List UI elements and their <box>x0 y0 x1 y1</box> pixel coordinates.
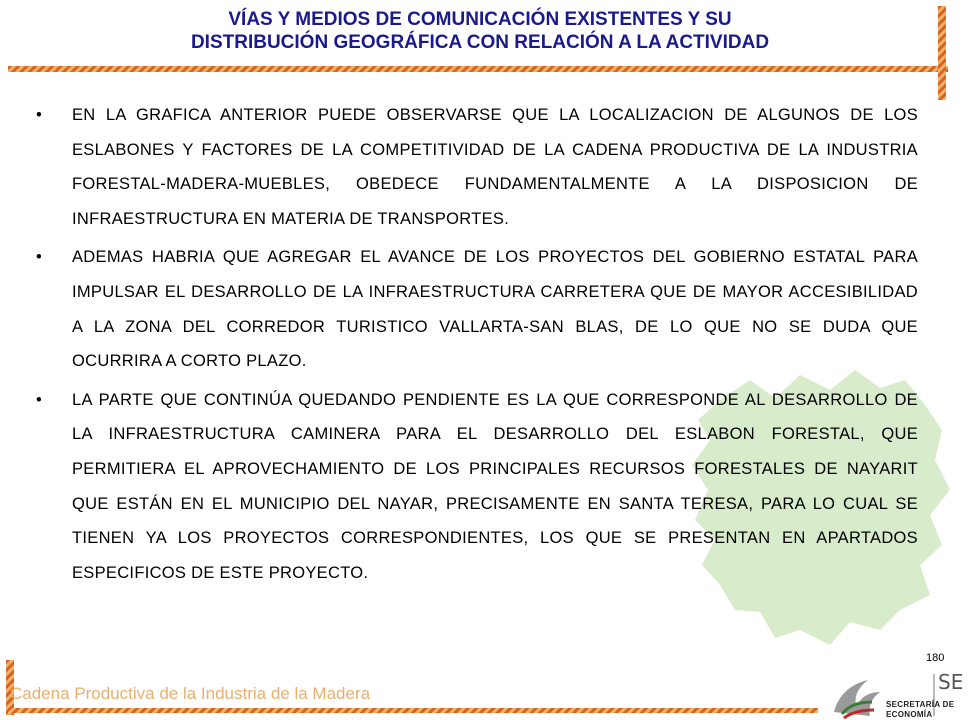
bullet-text: ADEMAS HABRIA QUE AGREGAR EL AVANCE DE LOS PROYECTOS DEL GOBIERNO ESTATAL PARA IMPULSAR EL DESARROLLO DE LA INFRAESTRUCTURA CARRETERA QUE DE MAYOR ACCESIBILIDAD A LA ZONA DEL CORREDOR TURISTICO VALLARTA-SAN BLAS, DE LO QUE NO SE DUDA QUE OCURRIRA A CORTO PLAZO. <box>72 248 918 371</box>
bottom-rule <box>8 708 818 713</box>
title-line-2: DISTRIBUCIÓN GEOGRÁFICA CON RELACIÓN A LA ACTIVIDAD <box>190 32 770 53</box>
bullet-symbol: • <box>36 390 43 409</box>
title-line-1: VÍAS Y MEDIOS DE COMUNICACIÓN EXISTENTES Y SU <box>228 9 732 30</box>
bullet-symbol: • <box>36 248 43 267</box>
slide-title <box>60 8 900 54</box>
bullet-text: EN LA GRAFICA ANTERIOR PUEDE OBSERVARSE QUE LA LOCALIZACION DE ALGUNOS DE LOS ESLABONES Y FACTORES DE LA COMPETITIVIDAD DE LA CADENA PRODUCTIVA DE LA INDUSTRIA FORESTAL-MADERA-MUEBLES, OBEDECE FUNDAMENTALMENTE A LA DISPOSICION DE INFRAESTRUCTURA EN MATERIA DE TRANSPORTES. <box>72 106 918 228</box>
bullet-text: LA PARTE QUE CONTINÚA QUEDANDO PENDIENTE ES LA QUE CORRESPONDE AL DESARROLLO DE LA INFRAESTRUCTURA CAMINERA PARA EL DESARROLLO DEL ESLABON FORESTAL, QUE PERMITIERA EL APROVECHAMIENTO DE LOS PRINCIPALES RECURSOS FORESTALES DE NAYARIT QUE ESTÁN EN EL MUNICIPIO DEL NAYAR, PRECISAMENTE EN SANTA TERESA, PARA LO CUAL SE TIENEN YA LOS PROYECTOS CORRESPONDIENTES, LOS QUE SE PRESENTAN EN APARTADOS ESPECIFICOS DE ESTE PROYECTO. <box>72 390 918 582</box>
list-item <box>36 240 918 378</box>
list-item <box>36 98 918 236</box>
logo-line-2: ECONOMÍA <box>886 710 933 719</box>
bullet-symbol: • <box>36 106 43 124</box>
page-number: 180 <box>926 652 945 664</box>
footer-text: Cadena Productiva de la Industria de la Madera <box>10 684 371 703</box>
top-rule <box>8 66 948 72</box>
logo-mark: SE <box>938 670 964 694</box>
logo-line-1: SECRETARÍA DE <box>886 700 955 709</box>
right-vertical-rule <box>938 6 946 100</box>
bullet-list <box>36 98 918 594</box>
list-item <box>36 383 918 591</box>
